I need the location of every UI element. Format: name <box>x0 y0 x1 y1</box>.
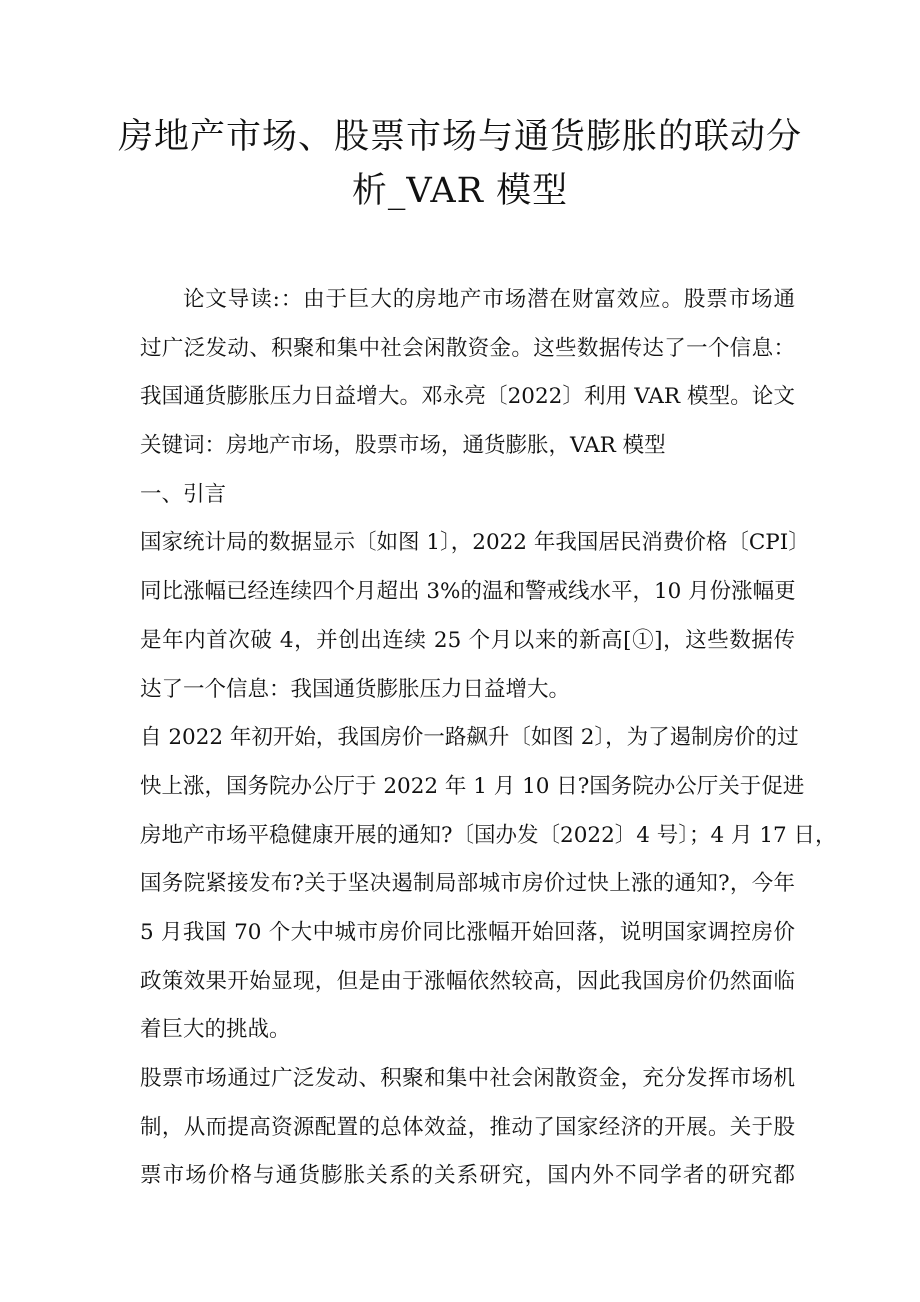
text-line: 过广泛发动、积聚和集中社会闲散资金。这些数据传达了一个信息： <box>140 335 795 361</box>
text-line: 房地产市场平稳健康开展的通知?〔国办发〔2022〕4 号〕；4 月 17 日， <box>140 822 837 848</box>
text-line: 股票市场通过广泛发动、积聚和集中社会闲散资金，充分发挥市场机 <box>140 1066 795 1091</box>
text-line: 票市场价格与通货膨胀关系的关系研究，国内外不同学者的研究都 <box>140 1163 795 1189</box>
paragraph-3 <box>140 1055 795 1201</box>
text-line: 达了一个信息：我国通货膨胀压力日益增大。 <box>140 676 571 702</box>
text-line: 同比涨幅已经连续四个月超出 3%的温和警戒线水平，10 月份涨幅更 <box>140 579 796 605</box>
text-line: 是年内首次破 4，并创出连续 25 个月以来的新高[①]，这些数据传 <box>140 627 795 653</box>
text-line: 我国通货膨胀压力日益增大。邓永亮〔2022〕利用 VAR 模型。论文 <box>140 384 795 410</box>
document-body <box>140 276 837 1201</box>
text-line: 制，从而提高资源配置的总体效益，推动了国家经济的开展。关于股 <box>140 1114 795 1140</box>
text-line: 关键词：房地产市场，股票市场，通货膨胀，VAR 模型 <box>140 433 666 459</box>
text-line: 论文导读:：由于巨大的房地产市场潜在财富效应。股票市场通 <box>183 287 795 312</box>
section-heading: 一、引言 <box>140 481 227 507</box>
text-line: 快上涨，国务院办公厅于 2022 年 1 月 10 日?国务院办公厅关于促进 <box>140 773 805 799</box>
abstract-paragraph <box>140 276 795 471</box>
text-line: 自 2022 年初开始，我国房价一路飙升〔如图 2〕，为了遏制房价的过 <box>140 725 799 751</box>
text-line: 5 月我国 70 个大中城市房价同比涨幅开始回落，说明国家调控房价 <box>140 919 795 945</box>
title-line-1: 房地产市场、股票市场与通货膨胀的联动分 <box>117 117 802 157</box>
paragraph-1 <box>140 519 810 714</box>
text-line: 政策效果开始显现，但是由于涨幅依然较高，因此我国房价仍然面临 <box>140 968 795 994</box>
text-line: 国务院紧接发布?关于坚决遏制局部城市房价过快上涨的通知?，今年 <box>140 871 795 897</box>
paragraph-2 <box>140 714 837 1055</box>
document-title <box>100 110 820 218</box>
text-line: 国家统计局的数据显示〔如图 1〕，2022 年我国居民消费价格〔CPI〕 <box>140 530 810 556</box>
title-line-2: 析_VAR 模型 <box>351 171 569 211</box>
text-line: 着巨大的挑战。 <box>140 1017 291 1043</box>
